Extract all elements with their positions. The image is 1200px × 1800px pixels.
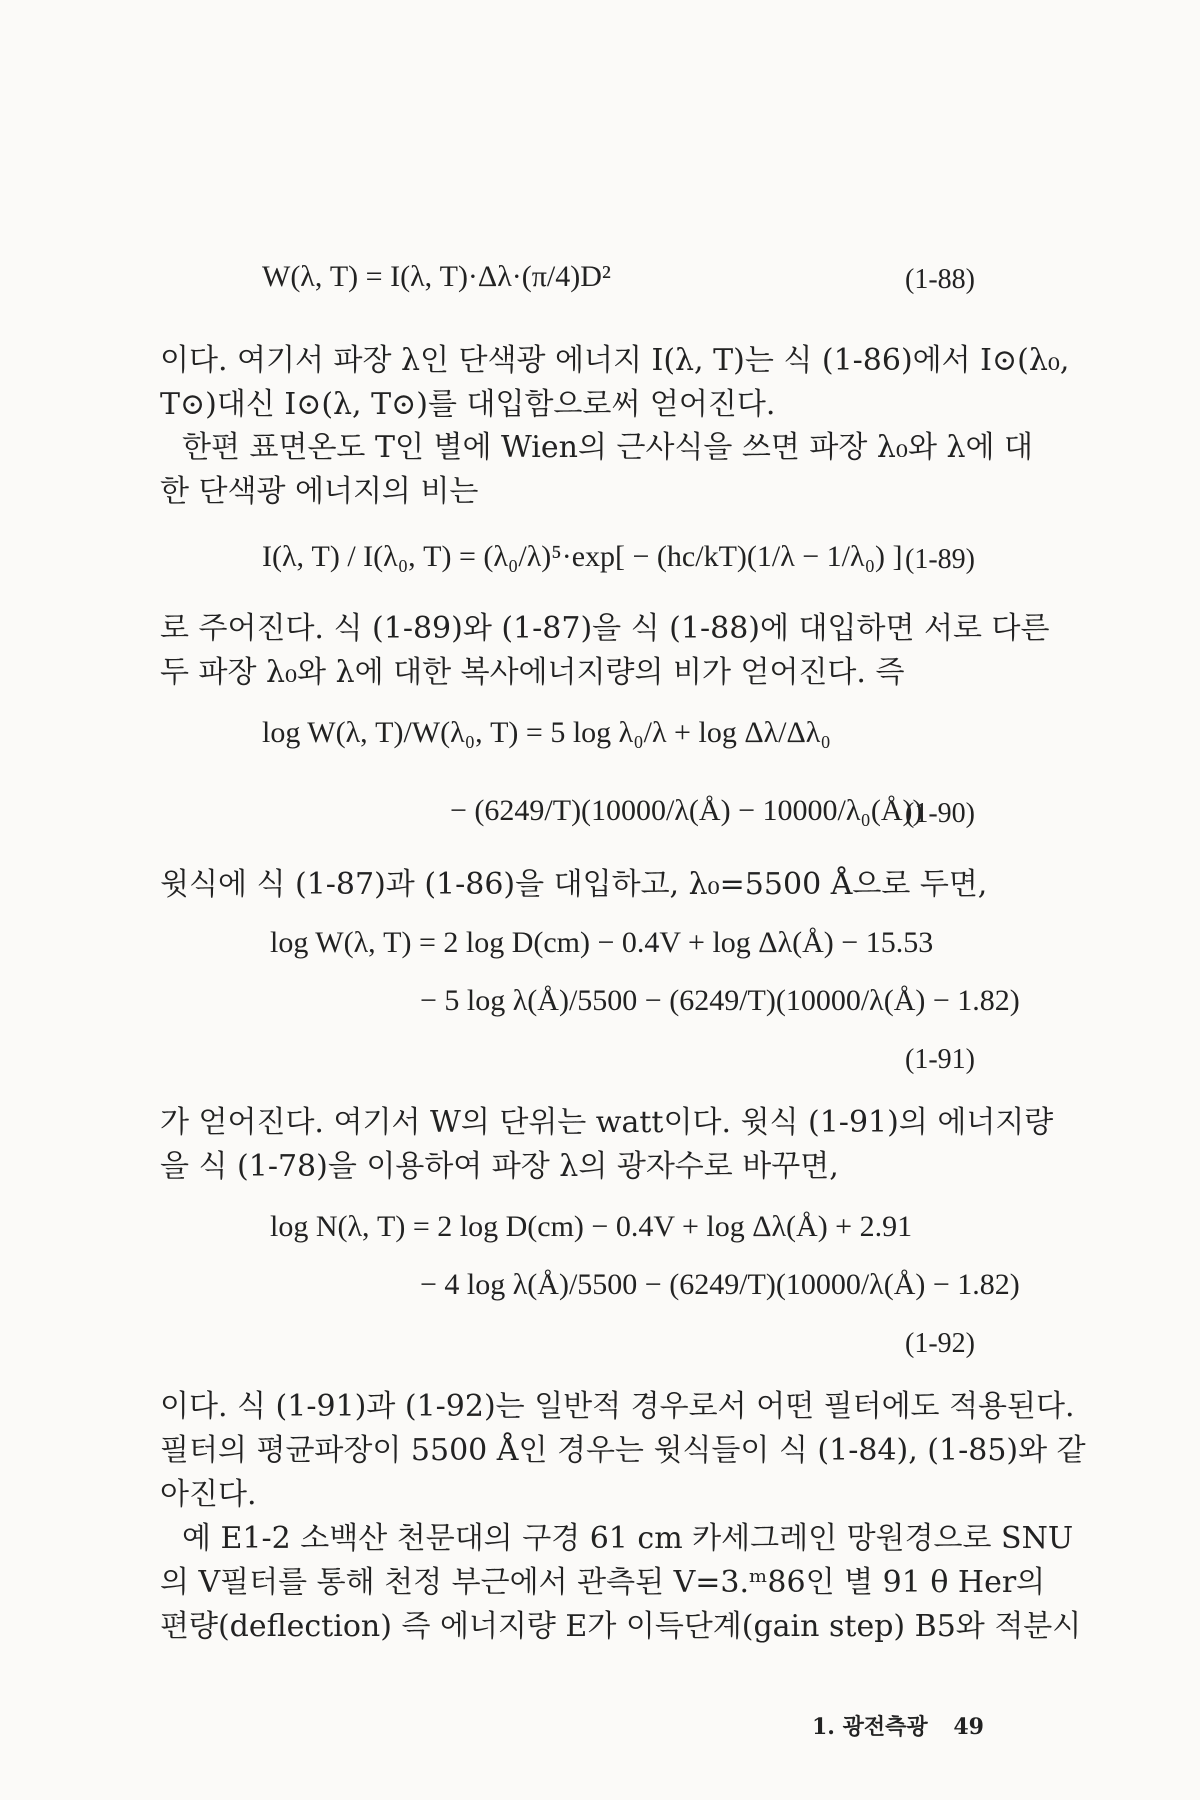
equation-number: (1-89): [905, 544, 975, 575]
equation-1-89: I(λ, T) / I(λ₀, T) = (λ₀/λ)⁵·exp[ − (hc/kT)(1/λ − 1/λ₀) ]: [262, 540, 903, 573]
equation-1-88: W(λ, T) = I(λ, T)·Δλ·(π/4)D²: [262, 260, 611, 293]
equation-number: (1-91): [905, 1044, 975, 1075]
chapter-title: 1. 광전측광: [812, 1714, 928, 1740]
page-footer: [812, 1710, 984, 1741]
paragraph-line: 한 단색광 에너지의 비는: [160, 474, 479, 509]
example-line: 편량(deflection) 즉 에너지량 E가 이득단계(gain step) B5와 적분시: [160, 1609, 1082, 1644]
paragraph-line: 이다. 식 (1-91)과 (1-92)는 일반적 경우로서 어떤 필터에도 적용된다.: [160, 1389, 1075, 1424]
paragraph-line: 을 식 (1-78)을 이용하여 파장 λ의 광자수로 바꾸면,: [160, 1149, 839, 1184]
example-line: 의 V필터를 통해 천정 부근에서 관측된 V=3.ᵐ86인 별 91 θ Her의: [160, 1565, 1046, 1600]
equation-number: (1-92): [905, 1328, 975, 1359]
equation-1-90-line2: − (6249/T)(10000/λ(Å) − 10000/λ₀(Å)): [450, 794, 923, 827]
paragraph-line: T⊙)대신 I⊙(λ, T⊙)를 대입함으로써 얻어진다.: [160, 387, 776, 422]
equation-number: (1-88): [905, 264, 975, 295]
paragraph-line: 윗식에 식 (1-87)과 (1-86)을 대입하고, λ₀=5500 Å으로 두면,: [160, 867, 988, 902]
paragraph-line: 아진다.: [160, 1477, 257, 1512]
example-line: 예 E1-2 소백산 천문대의 구경 61 cm 카세그레인 망원경으로 SNU: [182, 1521, 1074, 1556]
equation-1-92-line1: log N(λ, T) = 2 log D(cm) − 0.4V + log Δλ(Å) + 2.91: [270, 1210, 913, 1243]
equation-1-90-line1: log W(λ, T)/W(λ₀, T) = 5 log λ₀/λ + log Δλ/Δλ₀: [262, 716, 831, 749]
paragraph-line: 두 파장 λ₀와 λ에 대한 복사에너지량의 비가 얻어진다. 즉: [160, 655, 905, 690]
paragraph-line: 한편 표면온도 T인 별에 Wien의 근사식을 쓰면 파장 λ₀와 λ에 대: [182, 430, 1033, 465]
equation-1-91-line2: − 5 log λ(Å)/5500 − (6249/T)(10000/λ(Å) − 1.82): [420, 984, 1020, 1017]
page-number: 49: [953, 1714, 984, 1740]
equation-1-91-line1: log W(λ, T) = 2 log D(cm) − 0.4V + log Δλ(Å) − 15.53: [270, 926, 934, 959]
paragraph-line: 필터의 평균파장이 5500 Å인 경우는 윗식들이 식 (1-84), (1-85)와 같: [160, 1433, 1086, 1468]
paragraph-line: 가 얻어진다. 여기서 W의 단위는 watt이다. 윗식 (1-91)의 에너지량: [160, 1105, 1054, 1140]
equation-1-92-line2: − 4 log λ(Å)/5500 − (6249/T)(10000/λ(Å) − 1.82): [420, 1268, 1020, 1301]
paragraph-line: 이다. 여기서 파장 λ인 단색광 에너지 I(λ, T)는 식 (1-86)에서 I⊙(λ₀,: [160, 343, 1070, 378]
equation-number: (1-90): [905, 798, 975, 829]
paragraph-line: 로 주어진다. 식 (1-89)와 (1-87)을 식 (1-88)에 대입하면 서로 다른: [160, 611, 1050, 646]
